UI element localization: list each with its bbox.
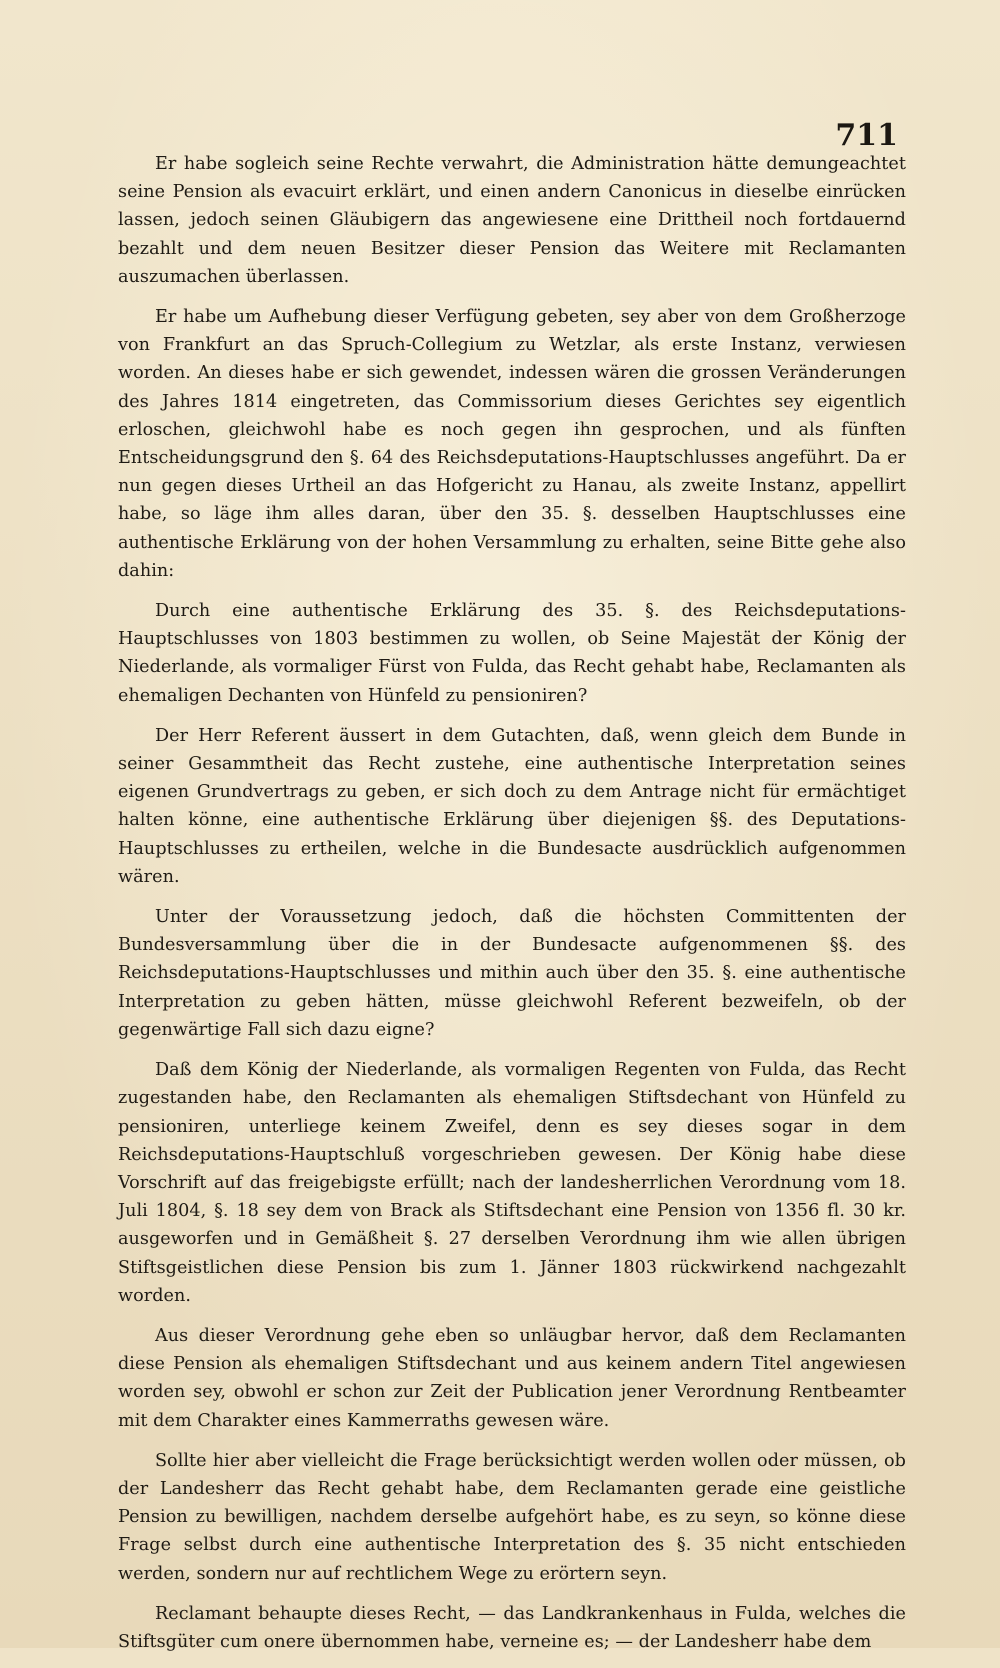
paragraph: Daß dem König der Niederlande, als vormaligen Regenten von Fulda, das Recht zugestanden habe, den Reclamanten als ehemaligen Stiftsdechant von Hünfeld zu pensioniren, unterliege keinem Zweifel, denn es sey dieses sogar in dem Reichsdeputations-Hauptschluß vorgeschrieben gewesen. Der König habe diese Vorschrift auf das freigebigste erfüllt; nach der landesherrlichen Verordnung vom 18. Juli 1804, §. 18 sey dem von Brack als Stiftsdechant eine Pension von 1356 fl. 30 kr. ausgeworfen und in Gemäßheit §. 27 derselben Verordnung ihm wie allen übrigen Stiftsgeistlichen diese Pension bis zum 1. Jänner 1803 rückwirkend nachgezahlt worden.	[118, 1060, 906, 1306]
paragraph: Er habe um Aufhebung dieser Verfügung gebeten, sey aber von dem Großherzoge von Frankfurt an das Spruch-Collegium zu Wetzlar, als erste Instanz, verwiesen worden. An dieses habe er sich gewendet, indessen wären die grossen Veränderungen des Jahres 1814 eingetreten, das Commissorium dieses Gerichtes sey eigentlich erloschen, gleichwohl habe es noch gegen ihn gesprochen, und als fünften Entscheidungsgrund den §. 64 des Reichsdeputations-Hauptschlusses angeführt. Da er nun gegen dieses Urtheil an das Hofgericht zu Hanau, als zweite Instanz, appellirt habe, so läge ihm alles daran, über den 35. §. desselben Hauptschlusses eine authentische Erklärung von der hohen Versammlung zu erhalten, seine Bitte gehe also dahin:	[118, 307, 906, 581]
paragraph: Reclamant behaupte dieses Recht, — das Landkrankenhaus in Fulda, welches die Stiftsgüter cum onere übernommen habe, verneine es; — der Landesherr habe dem	[118, 1603, 906, 1652]
paragraph: Durch eine authentische Erklärung des 35. §. des Reichsdeputations-Hauptschlusses von 1803 bestimmen zu wollen, ob Seine Majestät der König der Niederlande, als vormaliger Fürst von Fulda, das Recht gehabt habe, Reclamanten als ehemaligen Dechanten von Hünfeld zu pensioniren?	[118, 601, 906, 706]
paragraph: Aus dieser Verordnung gehe eben so unläugbar hervor, daß dem Reclamanten diese Pension als ehemaligen Stiftsdechant und aus keinem andern Titel angewiesen worden sey, obwohl er schon zur Zeit der Publication jener Verordnung Rentbeamter mit dem Charakter eines Kammerraths gewesen wäre.	[118, 1325, 906, 1431]
paragraph: Er habe sogleich seine Rechte verwahrt, die Administration hätte demungeachtet seine Pension als evacuirt erklärt, und einen andern Canonicus in dieselbe einrücken lassen, jedoch seinen Gläubigern das angewiesene eine Drittheil noch fortdauernd bezahlt und dem neuen Besitzer dieser Pension das Weitere mit Reclamanten auszumachen überlassen.	[118, 154, 906, 287]
page-number: 711	[835, 118, 898, 153]
paragraph: Sollte hier aber vielleicht die Frage berücksichtigt werden wollen oder müssen, ob der Landesherr das Recht gehabt habe, dem Reclamanten gerade eine geistliche Pension zu bewilligen, nachdem derselbe aufgehört habe, es zu seyn, so könne diese Frage selbst durch eine authentische Interpretation des §. 35 nicht entschieden werden, sondern nur auf rechtlichem Wege zu erörtern seyn.	[118, 1450, 906, 1584]
body-text	[118, 150, 906, 1668]
paragraph: Unter der Voraussetzung jedoch, daß die höchsten Committenten der Bundesversammlung über die in der Bundesacte aufgenommenen §§. des Reichsdeputations-Hauptschlusses und mithin auch über den 35. §. eine authentische Interpretation zu geben hätten, müsse gleichwohl Referent bezweifeln, ob der gegenwärtige Fall sich dazu eigne?	[118, 907, 906, 1040]
paragraph: Der Herr Referent äussert in dem Gutachten, daß, wenn gleich dem Bunde in seiner Gesammtheit das Recht zustehe, eine authentische Interpretation seines eigenen Grundvertrags zu geben, er sich doch zu dem Antrage nicht für ermächtiget halten könne, eine authentische Erklärung über diejenigen §§. des Deputations-Hauptschlusses zu ertheilen, welche in die Bundesacte ausdrücklich aufgenommen wären.	[118, 725, 906, 887]
